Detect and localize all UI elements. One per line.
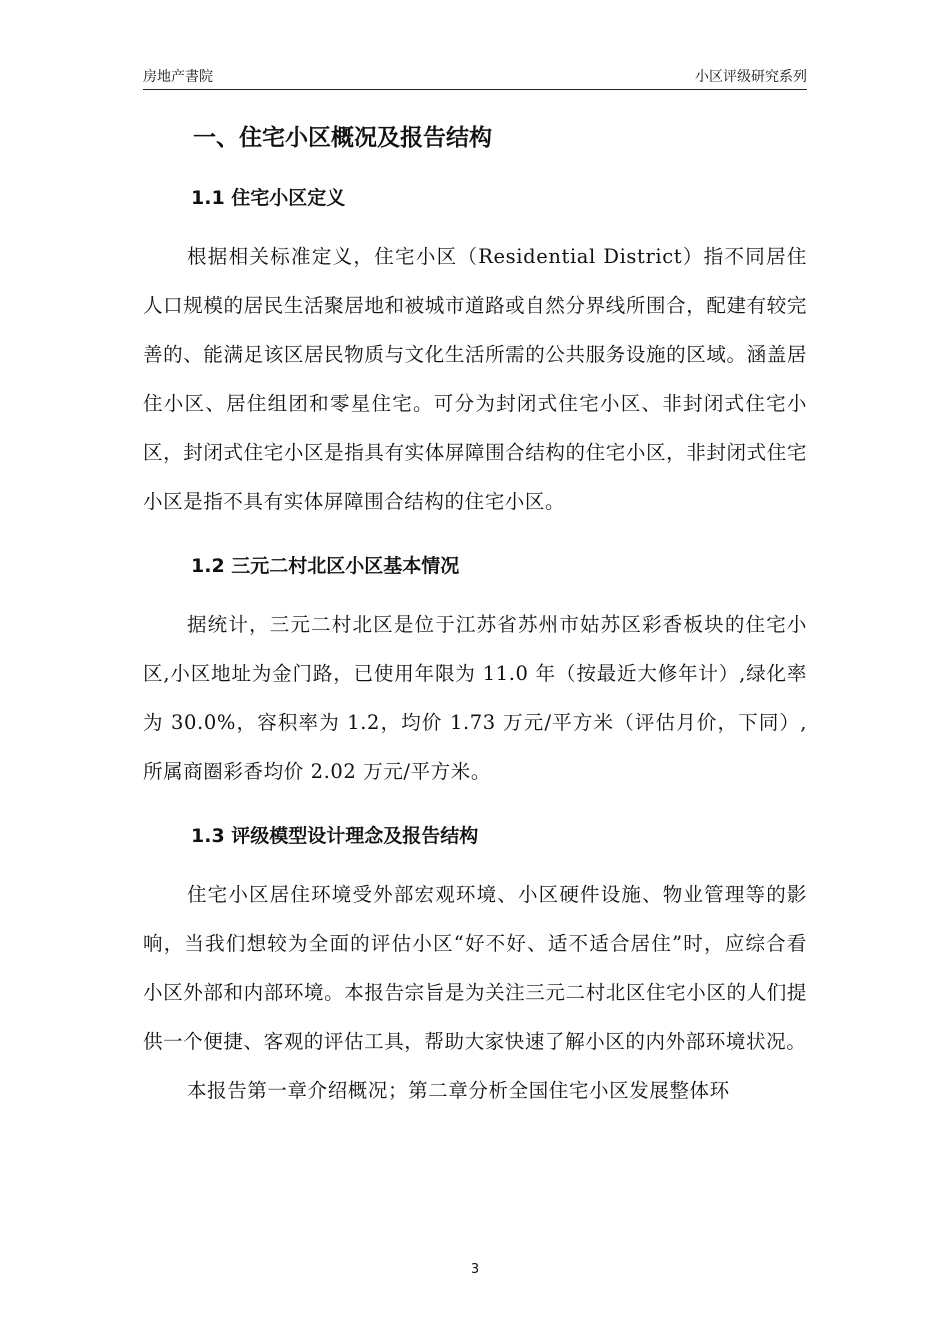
page-number: 3	[470, 1262, 480, 1277]
header-publisher: 房地产書院	[143, 69, 213, 85]
section-1-2-paragraph: 据统计，三元二村北区是位于江苏省苏州市姑苏区彩香板块的住宅小区,小区地址为金门路，已使用年限为 11.0 年（按最近大修年计）,绿化率为 30.0%，容积率为 1.2，均价 1.73 万元/平方米（评估月价，下同）,所属商圈彩香均价 2.02 万元/平方米。	[143, 613, 807, 783]
page-body	[143, 112, 807, 1115]
page-header	[143, 66, 807, 88]
header-series-title: 小区评级研究系列	[695, 69, 807, 85]
section-heading-1-1: 1.1 住宅小区定义	[191, 187, 346, 209]
chapter-heading: 一、住宅小区概况及报告结构	[193, 125, 492, 151]
header-divider	[143, 89, 807, 90]
section-heading-1-2: 1.2 三元二村北区小区基本情况	[191, 555, 460, 577]
section-1-1-paragraph: 根据相关标准定义，住宅小区（Residential District）指不同居住人口规模的居民生活聚居地和被城市道路或自然分界线所围合，配建有较完善的、能满足该区居民物质与文化生活所需的公共服务设施的区域。涵盖居住小区、居住组团和零星住宅。可分为封闭式住宅小区、非封闭式住宅小区，封闭式住宅小区是指具有实体屏障围合结构的住宅小区，非封闭式住宅小区是指不具有实体屏障围合结构的住宅小区。	[143, 245, 807, 513]
section-heading-1-3: 1.3 评级模型设计理念及报告结构	[191, 825, 479, 847]
section-1-3-paragraph-2: 本报告第一章介绍概况；第二章分析全国住宅小区发展整体环	[187, 1079, 730, 1102]
section-1-3-paragraph-1: 住宅小区居住环境受外部宏观环境、小区硬件设施、物业管理等的影响，当我们想较为全面的评估小区“好不好、适不适合居住”时，应综合看小区外部和内部环境。本报告宗旨是为关注三元二村北区住宅小区的人们提供一个便捷、客观的评估工具，帮助大家快速了解小区的内外部环境状况。	[143, 883, 807, 1053]
